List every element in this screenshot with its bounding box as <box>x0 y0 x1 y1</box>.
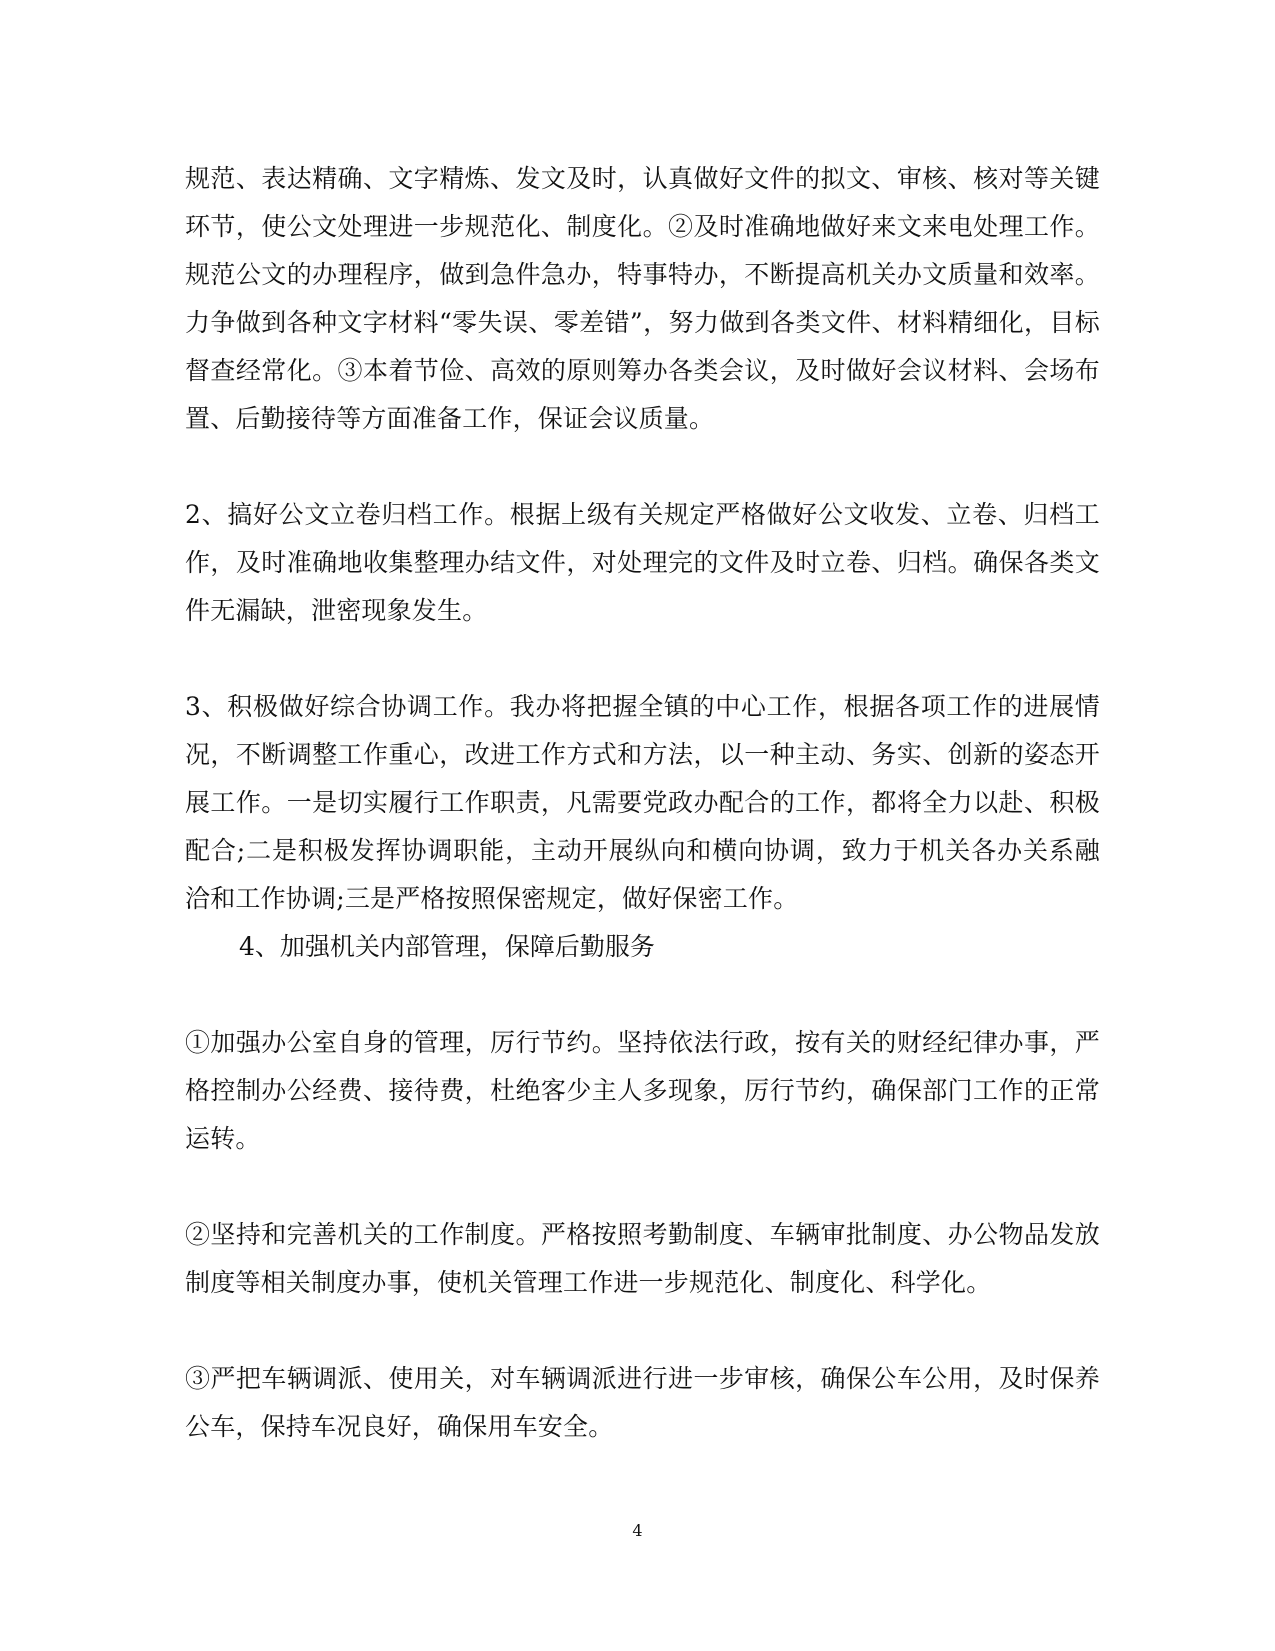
paragraph-gap <box>185 1163 1100 1211</box>
document-body <box>185 155 1100 1451</box>
paragraph-document-handling: 规范、表达精确、文字精炼、发文及时，认真做好文件的拟文、审核、核对等关键环节，使公文处理进一步规范化、制度化。②及时准确地做好来文来电处理工作。规范公文的办理程序，做到急件急办，特事特办，不断提高机关办文质量和效率。力争做到各种文字材料“零失误、零差错”，努力做到各类文件、材料精细化，目标督查经常化。③本着节俭、高效的原则筹办各类会议，及时做好会议材料、会场布置、后勤接待等方面准备工作，保证会议质量。 <box>185 164 1100 433</box>
paragraph-gap <box>185 635 1100 683</box>
paragraph-work-system: ②坚持和完善机关的工作制度。严格按照考勤制度、车辆审批制度、办公物品发放制度等相关制度办事，使机关管理工作进一步规范化、制度化、科学化。 <box>185 1220 1100 1297</box>
paragraph-gap <box>185 443 1100 491</box>
paragraph-office-management: ①加强办公室自身的管理，厉行节约。坚持依法行政，按有关的财经纪律办事，严格控制办公经费、接待费，杜绝客少主人多现象，厉行节约，确保部门工作的正常运转。 <box>185 1028 1100 1153</box>
paragraph-coordination: 3、积极做好综合协调工作。我办将把握全镇的中心工作，根据各项工作的进展情况，不断调整工作重心，改进工作方式和方法，以一种主动、务实、创新的姿态开展工作。一是切实履行工作职责，凡需要党政办配合的工作，都将全力以赴、积极配合;二是积极发挥协调职能，主动开展纵向和横向协调，致力于机关各办关系融洽和工作协调;三是严格按照保密规定，做好保密工作。 <box>185 692 1100 913</box>
section-heading-internal-management: 4、加强机关内部管理，保障后勤服务 <box>239 932 655 961</box>
paragraph-gap <box>185 971 1100 1019</box>
paragraph-vehicle-dispatch: ③严把车辆调派、使用关，对车辆调派进行进一步审核，确保公车公用，及时保养公车，保持车况良好，确保用车安全。 <box>185 1364 1100 1441</box>
page-number: 4 <box>632 1521 643 1540</box>
paragraph-archiving: 2、搞好公文立卷归档工作。根据上级有关规定严格做好公文收发、立卷、归档工作，及时准确地收集整理办结文件，对处理完的文件及时立卷、归档。确保各类文件无漏缺，泄密现象发生。 <box>185 500 1100 625</box>
paragraph-gap <box>185 1307 1100 1355</box>
